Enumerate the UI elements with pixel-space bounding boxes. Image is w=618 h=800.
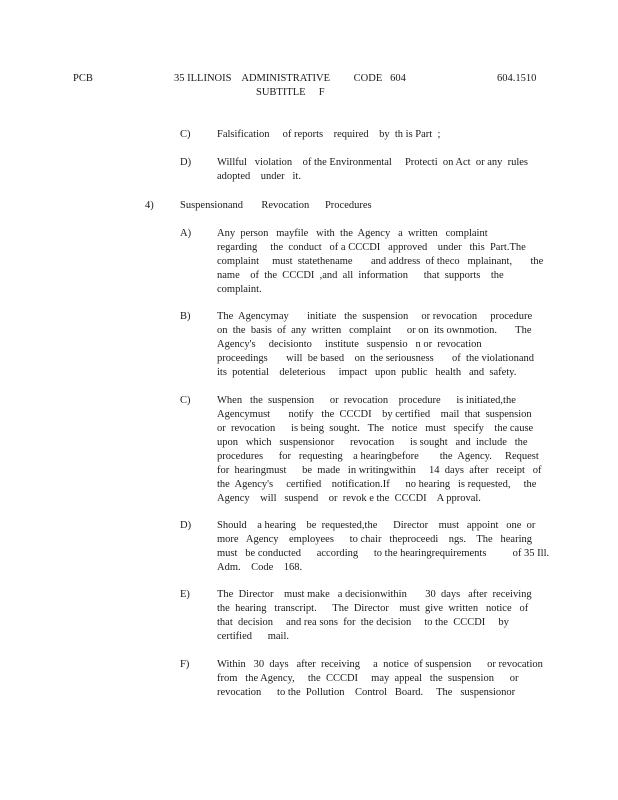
item-text <box>217 658 543 700</box>
item-text <box>217 588 532 644</box>
text-line: its potential deleterious impact upon public health and safety. <box>217 367 517 378</box>
section-number: 4) <box>145 200 154 211</box>
text-line: more Agency employees to chair theproceedi ngs. The hearing <box>217 534 533 545</box>
text-line: for hearingmust be made in writingwithin 14 days after receipt of <box>217 465 542 476</box>
text-line: on the basis of any written complaint or on its ownmotion. The <box>217 325 532 336</box>
header-section-number: 604.1510 <box>497 73 537 84</box>
text-line: Willful violation of the Environmental Protecti on Act or any rules <box>217 157 529 168</box>
header-subtitle: SUBTITLE F <box>256 87 325 98</box>
text-line: Adm. Code 168. <box>217 562 303 573</box>
item-marker: D) <box>180 520 192 531</box>
text-line: or revocation is being sought. The notice must specify the cause <box>217 423 534 434</box>
item-text <box>217 519 549 575</box>
text-line: When the suspension or revocation procedure is initiated,the <box>217 395 516 406</box>
text-line: Should a hearing be requested,the Director must appoint one or <box>217 520 536 531</box>
text-line: Falsification of reports required by th is Part ; <box>217 129 441 140</box>
text-line: complaint must statethename and address of theco mplainant, the <box>217 256 544 267</box>
text-line: regarding the conduct of a CCCDI approved under this Part.The <box>217 242 526 253</box>
text-line: Agencymust notify the CCCDI by certified mail that suspension <box>217 409 532 420</box>
item-marker: E) <box>180 589 190 600</box>
item-text <box>217 128 440 142</box>
header-left: PCB <box>73 73 93 84</box>
item-text <box>217 156 528 184</box>
text-line: adopted under it. <box>217 171 301 182</box>
text-line: name of the CCCDI ,and all information that supports the <box>217 270 504 281</box>
text-line: procedures for requesting a hearingbefore the Agency. Request <box>217 451 539 462</box>
text-line: the Agency's certified notification.If no hearing is requested, the <box>217 479 537 490</box>
text-line: complaint. <box>217 284 262 295</box>
header-title: 35 ILLINOIS ADMINISTRATIVE CODE 604 <box>174 73 406 84</box>
section-title: Suspensionand Revocation Procedures <box>180 200 372 211</box>
item-text <box>217 227 543 297</box>
text-line: Agency will suspend or revok e the CCCDI A pproval. <box>217 493 481 504</box>
text-line: Any person mayfile with the Agency a written complaint <box>217 228 488 239</box>
text-line: Within 30 days after receiving a notice of suspension or revocation <box>217 659 543 670</box>
text-line: from the Agency, the CCCDI may appeal the suspension or <box>217 673 519 684</box>
item-marker: C) <box>180 395 191 406</box>
text-line: The Agencymay initiate the suspension or revocation procedure <box>217 311 533 322</box>
item-marker: D) <box>180 157 192 168</box>
item-marker: A) <box>180 228 192 239</box>
item-marker: F) <box>180 659 190 670</box>
text-line: certified mail. <box>217 631 290 642</box>
item-text <box>217 310 534 380</box>
item-marker: B) <box>180 311 191 322</box>
text-line: that decision and rea sons for the decision to the CCCDI by <box>217 617 509 628</box>
item-text <box>217 394 542 506</box>
text-line: upon which suspensionor revocation is sought and include the <box>217 437 528 448</box>
text-line: the hearing transcript. The Director must give written notice of <box>217 603 529 614</box>
text-line: The Director must make a decisionwithin 30 days after receiving <box>217 589 532 600</box>
text-line: must be conducted according to the hearingrequirements of 35 Ill. <box>217 548 550 559</box>
item-marker: C) <box>180 129 191 140</box>
text-line: revocation to the Pollution Control Board. The suspensionor <box>217 687 516 698</box>
text-line: Agency's decisionto institute suspensio n or revocation <box>217 339 482 350</box>
text-line: proceedings will be based on the seriousness of the violationand <box>217 353 534 364</box>
